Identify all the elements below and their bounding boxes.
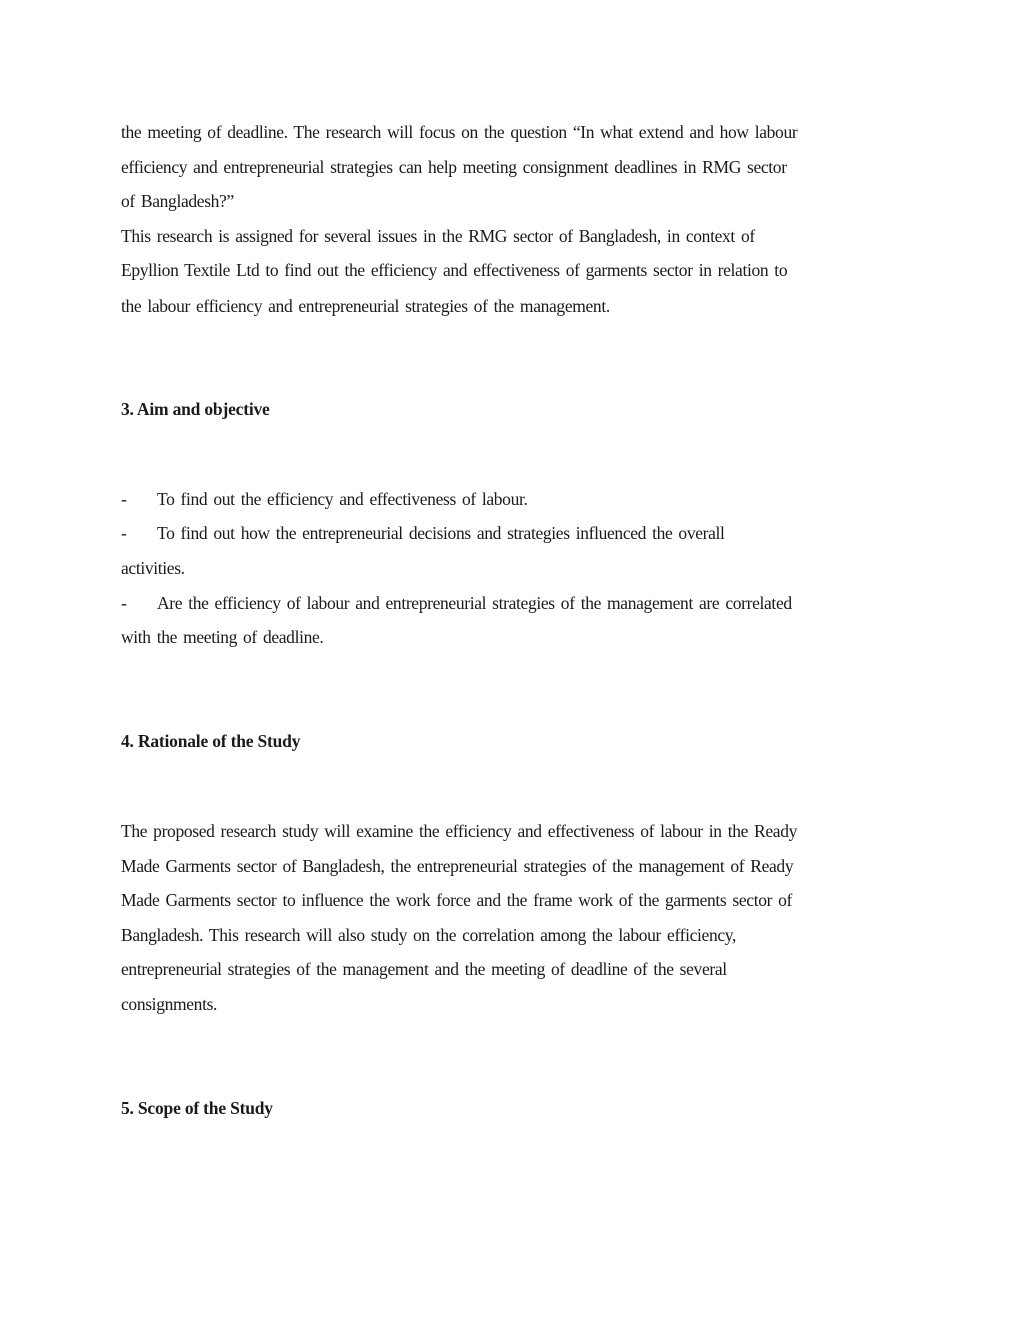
- intro-line-2: efficiency and entrepreneurial strategies can help meeting consignment deadlines in RMG sector: [121, 157, 787, 177]
- bullet-text: To find out how the entrepreneurial decisions and strategies influenced the overall: [157, 523, 725, 543]
- intro-line-5: Epyllion Textile Ltd to find out the efficiency and effectiveness of garments sector in relation to: [121, 260, 788, 280]
- rationale-line-4: Bangladesh. This research will also study on the correlation among the labour efficiency,: [121, 925, 737, 945]
- intro-line-4: This research is assigned for several issues in the RMG sector of Bangladesh, in context of: [121, 226, 755, 246]
- bullet-continuation: with the meeting of deadline.: [121, 627, 324, 647]
- intro-line-3: of Bangladesh?”: [121, 191, 234, 211]
- section-heading-scope: 5. Scope of the Study: [121, 1098, 273, 1118]
- rationale-line-5: entrepreneurial strategies of the management and the meeting of deadline of the several: [121, 959, 727, 979]
- bullet-marker: -: [121, 523, 127, 543]
- rationale-line-6: consignments.: [121, 994, 218, 1014]
- bullet-text: To find out the efficiency and effectiveness of labour.: [157, 489, 528, 509]
- bullet-marker: -: [121, 593, 127, 613]
- rationale-line-3: Made Garments sector to influence the work force and the frame work of the garments sector of: [121, 890, 792, 910]
- rationale-line-1: The proposed research study will examine the efficiency and effectiveness of labour in the Ready: [121, 821, 798, 841]
- bullet-text: Are the efficiency of labour and entrepreneurial strategies of the management are correlated: [157, 593, 792, 613]
- bullet-marker: -: [121, 489, 127, 509]
- section-heading-rationale: 4. Rationale of the Study: [121, 731, 301, 751]
- bullet-continuation: activities.: [121, 558, 185, 578]
- intro-line-1: the meeting of deadline. The research will focus on the question “In what extend and how labour: [121, 122, 798, 142]
- section-heading-aim: 3. Aim and objective: [121, 399, 270, 419]
- rationale-line-2: Made Garments sector of Bangladesh, the entrepreneurial strategies of the management of Ready: [121, 856, 794, 876]
- intro-line-6: the labour efficiency and entrepreneurial strategies of the management.: [121, 296, 610, 316]
